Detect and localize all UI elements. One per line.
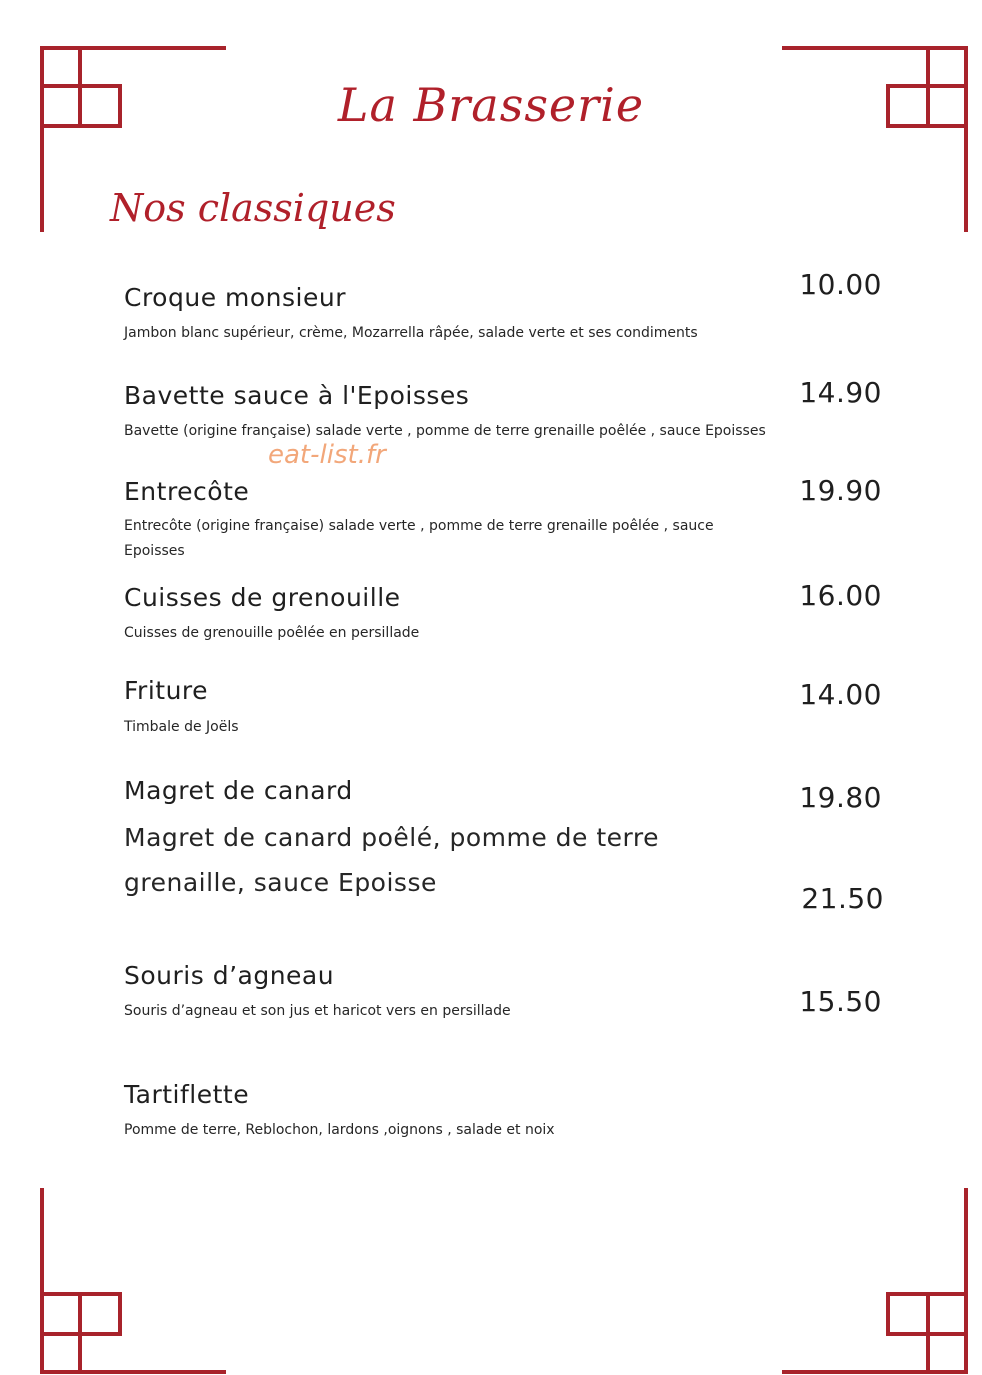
fret-ornament-icon [762,46,968,232]
menu-item-description: Bavette (origine française) salade verte , pomme de terre grenaille poêlée , sauce Epoisses [124,423,766,439]
menu-item-description: Jambon blanc supérieur, crème, Mozarrella râpée, salade verte et ses condiments [124,325,698,341]
fret-ornament-icon [762,1188,968,1374]
menu-item-name: Bavette sauce à l'Epoisses [124,381,470,410]
menu-item-name: Croque monsieur [124,283,346,312]
menu-item-description: Cuisses de grenouille poêlée en persillade [124,625,420,641]
menu-item-price: 15.50 [799,985,882,1018]
menu-item-name: Magret de canard [124,776,353,805]
menu-item-price: 14.90 [799,376,882,409]
menu-item-description: Souris d’agneau et son jus et haricot vers en persillade [124,1003,511,1019]
fret-ornament-icon [40,1188,246,1374]
menu-item-description: Magret de canard poêlé, pomme de terre grenaille, sauce Epoisse [124,823,659,897]
menu-item-price: 14.00 [799,678,882,711]
menu-item-price: 19.90 [799,474,882,507]
menu-item-price: 16.00 [799,579,882,612]
corner-ornament-top-right [762,46,968,232]
menu-item-description: Timbale de Joëls [124,719,239,735]
menu-item-name: Cuisses de grenouille [124,583,401,612]
menu-item-name: Tartiflette [124,1080,250,1109]
menu-item-name: Souris d’agneau [124,961,335,990]
menu-item-description: Entrecôte (origine française) salade verte , pomme de terre grenaille poêlée , sauce Epoisses [124,518,714,559]
menu-item-price-alt: 21.50 [801,882,884,915]
menu-item-name: Entrecôte [124,477,250,506]
menu-item-price: 19.80 [799,781,882,814]
restaurant-title: La Brasserie [337,78,645,132]
corner-ornament-bottom-left [40,1188,246,1374]
menu-item-description: Pomme de terre, Reblochon, lardons ,oignons , salade et noix [124,1122,555,1138]
watermark: eat-list.fr [268,440,386,470]
corner-ornament-bottom-right [762,1188,968,1374]
section-heading: Nos classiques [110,186,396,230]
menu-item-price: 10.00 [799,268,882,301]
menu-item-name: Friture [124,676,209,705]
